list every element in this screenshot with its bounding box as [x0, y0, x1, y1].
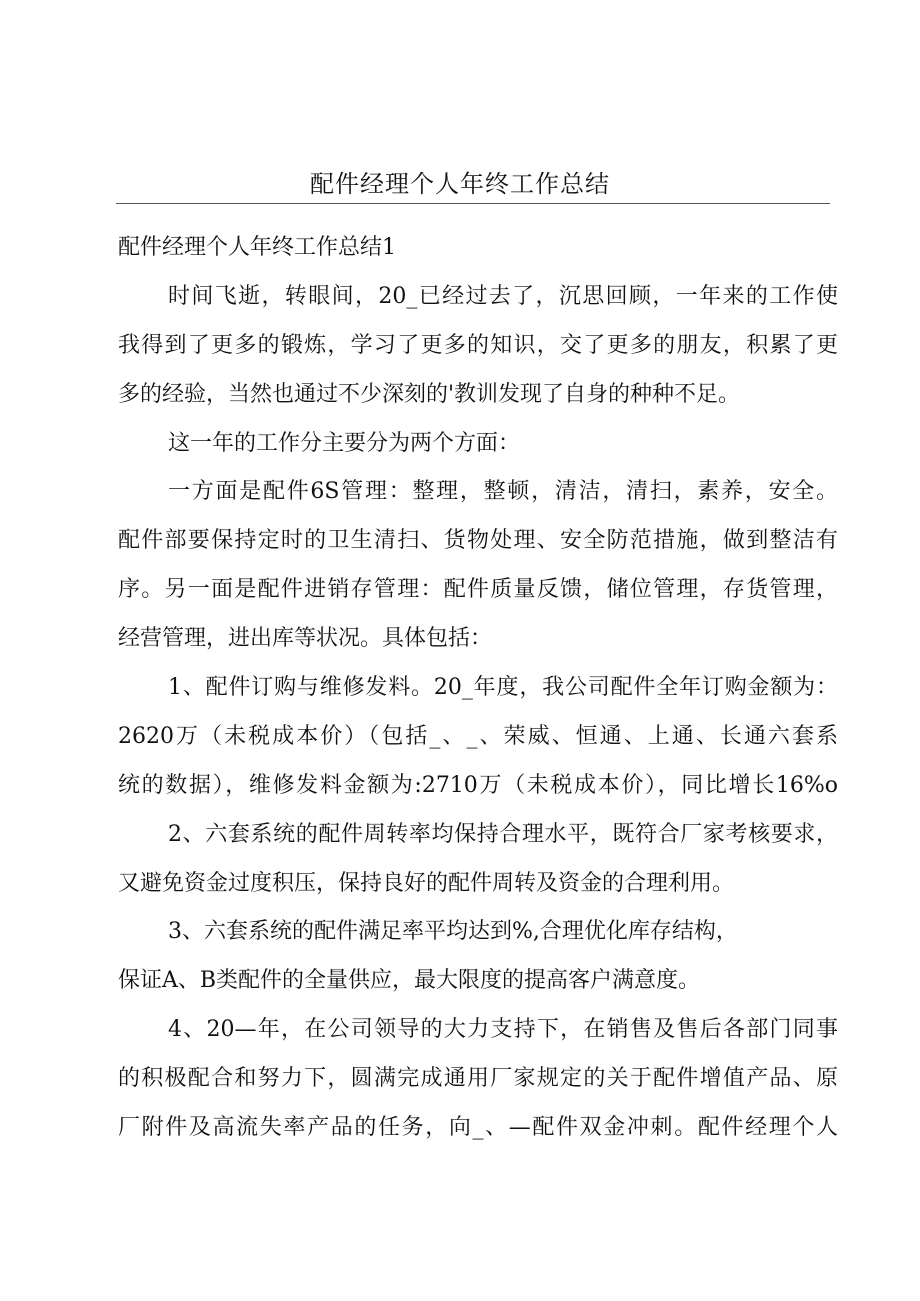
paragraph-line: 序。另一面是配件进销存管理：配件质量反馈，储位管理，存货管理， [118, 577, 838, 603]
paragraph-line: 我得到了更多的锻炼，学习了更多的知识，交了更多的朋友，积累了更 [118, 332, 838, 358]
paragraph-line: 厂附件及高流失率产品的任务，向_、—配件双金冲刺。配件经理个人 [118, 1115, 838, 1141]
paragraph-line: 2、六套系统的配件周转率均保持合理水平，既符合厂家考核要求， [168, 821, 838, 847]
paragraph-line: 这一年的工作分主要分为两个方面： [168, 430, 521, 456]
paragraph-line: 又避免资金过度积压，保持良好的配件周转及资金的合理利用。 [118, 870, 735, 896]
paragraph-line: 4、20—年，在公司领导的大力支持下，在销售及售后各部门同事 [168, 1017, 838, 1043]
paragraph-line: 多的经验，当然也通过不少深刻的'教训发现了自身的种种不足。 [118, 381, 741, 407]
paragraph-line: 时间飞逝，转眼间，20_已经过去了，沉思回顾，一年来的工作使 [168, 283, 838, 309]
section-heading: 配件经理个人年终工作总结1 [118, 235, 396, 260]
title-divider [116, 203, 830, 204]
document-body [118, 224, 838, 1153]
paragraph-line: 一方面是配件6S管理：整理，整顿，清洁，清扫，素养，安全。 [168, 479, 838, 505]
paragraph-line: 1、配件订购与维修发料。20_年度，我公司配件全年订购金额为： [168, 675, 838, 701]
paragraph-line: 3、六套系统的配件满足率平均达到%,合理优化库存结构， [168, 919, 738, 945]
paragraph-line: 2620万（未税成本价）（包括_、_、荣威、恒通、上通、长通六套系 [118, 723, 838, 749]
paragraph-line: 配件部要保持定时的卫生清扫、货物处理、安全防范措施，做到整洁有 [118, 528, 838, 554]
document-title: 配件经理个人年终工作总结 [310, 170, 610, 198]
paragraph-line: 统的数据），维修发料金额为:2710万（未税成本价），同比增长16%o [118, 772, 838, 798]
paragraph-line: 保证A、B类配件的全量供应，最大限度的提高客户满意度。 [118, 968, 701, 994]
paragraph-line: 的积极配合和努力下，圆满完成通用厂家规定的关于配件增值产品、原 [118, 1066, 838, 1092]
paragraph-line: 经营管理，进出库等状况。具体包括： [118, 626, 493, 652]
